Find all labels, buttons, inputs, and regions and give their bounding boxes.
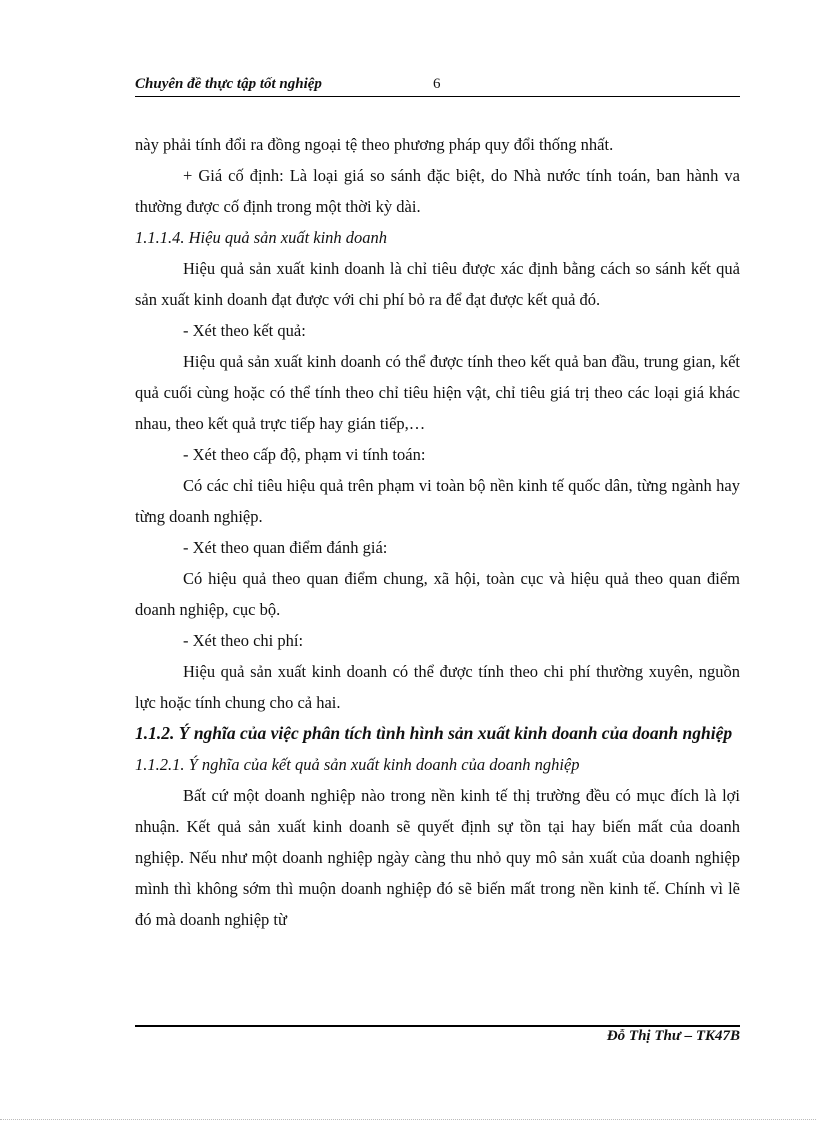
paragraph: - Xét theo quan điểm đánh giá: [183, 538, 388, 557]
paragraph: Có hiệu quả theo quan điểm chung, xã hội, toàn cục và hiệu quả theo quan điểm doanh nghiệp, cục bộ. [135, 569, 740, 619]
paragraph: Hiệu quả sản xuất kinh doanh là chỉ tiêu được xác định bằng cách so sánh kết quả sản xuất kinh doanh đạt được với chi phí bỏ ra để đạt được kết quả đó. [135, 259, 740, 309]
document-title: Chuyên đề thực tập tốt nghiệp [135, 76, 322, 92]
paragraph: này phải tính đổi ra đồng ngoại tệ theo phương pháp quy đổi thống nhất. [135, 135, 614, 154]
paragraph: Hiệu quả sản xuất kinh doanh có thể được tính theo kết quả ban đầu, trung gian, kết quả cuối cùng hoặc có thể tính theo chỉ tiêu hiện vật, chỉ tiêu giá trị theo các loại giá khác nhau, theo kết quả trực tiếp hay gián tiếp,… [135, 352, 740, 433]
footer-author: Đỗ Thị Thư – TK47B [606, 1028, 740, 1044]
document-body [135, 129, 740, 935]
paragraph: - Xét theo cấp độ, phạm vi tính toán: [183, 445, 426, 464]
paragraph: - Xét theo kết quả: [183, 321, 306, 340]
paragraph: - Xét theo chi phí: [183, 631, 304, 650]
subsection-heading: 1.1.2.1. Ý nghĩa của kết quả sản xuất kinh doanh của doanh nghiệp [135, 755, 580, 774]
paragraph: Bất cứ một doanh nghiệp nào trong nền kinh tế thị trường đều có mục đích là lợi nhuận. Kết quả sản xuất kinh doanh sẽ quyết định sự tồn tại hay biến mất của doanh nghiệp. Nếu như một doanh nghiệp ngày càng thu nhỏ quy mô sản xuất của doanh nghiệp mình thì không sớm thì muộn doanh nghiệp đó sẽ biến mất trong nền kinh tế. Chính vì lẽ đó mà doanh nghiệp từ [135, 786, 740, 929]
page-number: 6 [433, 76, 441, 92]
paragraph: Có các chỉ tiêu hiệu quả trên phạm vi toàn bộ nền kinh tế quốc dân, từng ngành hay từng doanh nghiệp. [135, 476, 740, 526]
section-heading: 1.1.2. Ý nghĩa của việc phân tích tình hình sản xuất kinh doanh của doanh nghiệp [135, 723, 733, 743]
section-heading: 1.1.1.4. Hiệu quả sản xuất kinh doanh [135, 228, 388, 247]
paragraph: Hiệu quả sản xuất kinh doanh có thể được tính theo chi phí thường xuyên, nguồn lực hoặc tính chung cho cả hai. [135, 662, 740, 712]
paragraph: + Giá cố định: Là loại giá so sánh đặc biệt, do Nhà nước tính toán, ban hành va thường được cố định trong một thời kỳ dài. [135, 166, 740, 216]
page-edge-divider [0, 1119, 816, 1120]
footer-divider [135, 1025, 740, 1027]
page-header [135, 74, 740, 97]
